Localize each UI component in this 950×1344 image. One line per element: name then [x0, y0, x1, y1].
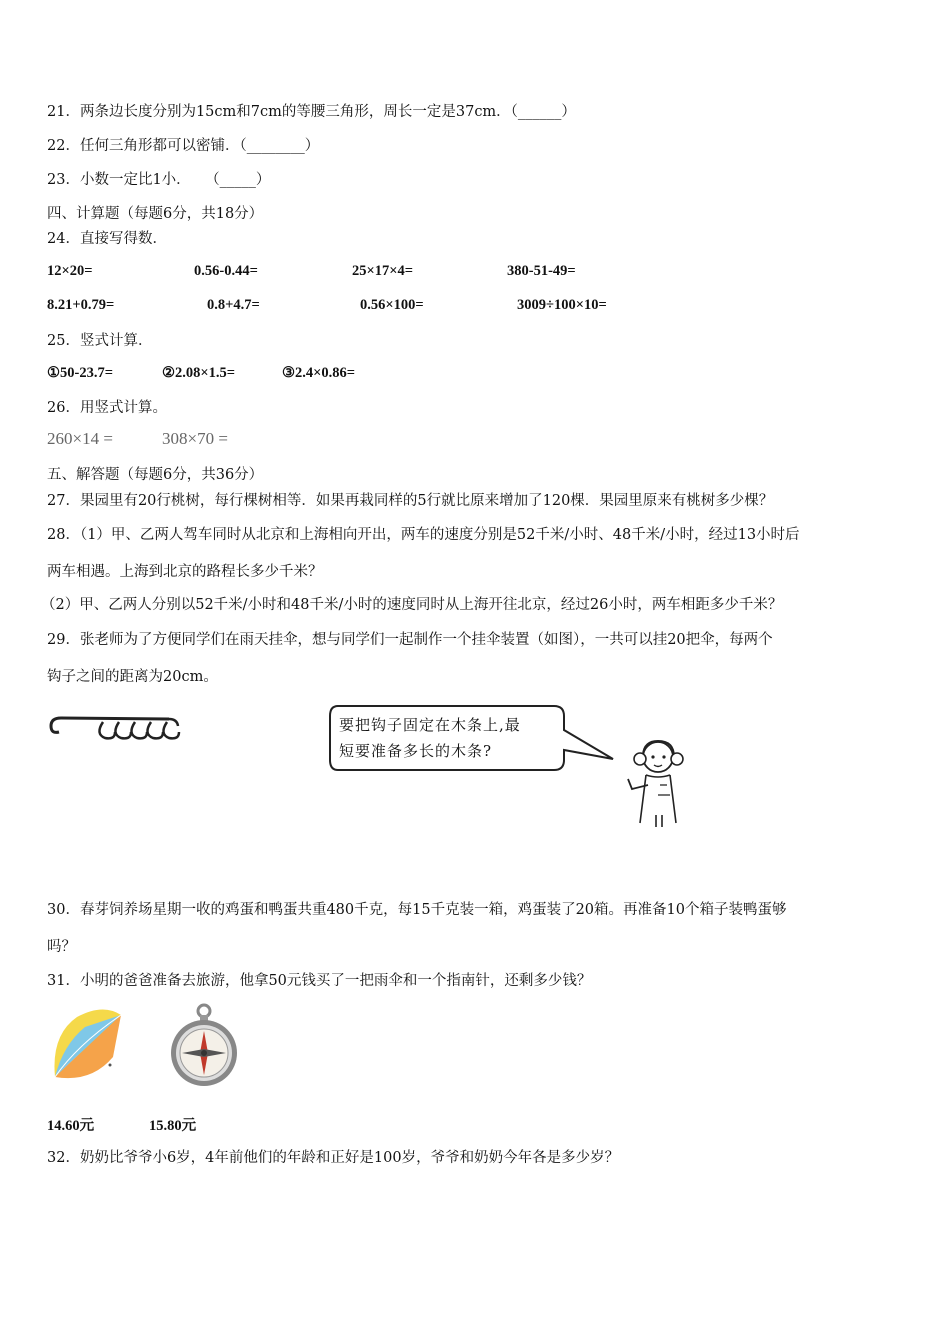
question-25: 25．竖式计算． [47, 333, 153, 349]
question-30-line-2: 吗？ [47, 939, 76, 955]
question-32: 32．奶奶比爷爷小6岁，4年前他们的年龄和正好是100岁，爷爷和奶奶今年各是多少岁？ [47, 1150, 620, 1166]
calc-item: 0.56×100= [360, 297, 424, 313]
question-21: 21．两条边长度分别为15cm和7cm的等腰三角形，周长一定是37cm．（______） [47, 104, 576, 120]
calc-item: 8.21+0.79= [47, 297, 115, 313]
calc-item: ③2.4×0.86= [282, 365, 356, 381]
compass-image [168, 1003, 240, 1089]
calc-item: 0.56-0.44= [194, 263, 258, 279]
question-30-line-1: 30．春芽饲养场星期一收的鸡蛋和鸭蛋共重480千克，每15千克装一箱，鸡蛋装了20箱。再准备10个箱子装鸭蛋够 [47, 902, 787, 918]
price-compass: 15.80元 [149, 1118, 197, 1134]
question-28-line-2: 两车相遇。上海到北京的路程长多少千米？ [47, 564, 323, 580]
question-29-line-1: 29．张老师为了方便同学们在雨天挂伞，想与同学们一起制作一个挂伞装置（如图），一共可以挂20把伞，每两个 [47, 632, 773, 648]
calc-item: ②2.08×1.5= [162, 365, 236, 381]
calc-item: 12×20= [47, 263, 93, 279]
question-23: 23．小数一定比1小． （_____） [47, 172, 271, 188]
girl-illustration [620, 735, 705, 827]
question-31: 31．小明的爸爸准备去旅游，他拿50元钱买了一把雨伞和一个指南针，还剩多少钱？ [47, 973, 592, 989]
speech-text-line-2: 短要准备多长的木条? [339, 742, 493, 760]
question-22: 22．任何三角形都可以密铺．（________） [47, 138, 320, 154]
calc-item: 308×70 = [162, 429, 228, 448]
speech-text-line-1: 要把钩子固定在木条上,最 [339, 716, 521, 734]
question-24: 24．直接写得数． [47, 231, 167, 247]
calc-item: 3009÷100×10= [517, 297, 607, 313]
question-29-line-2: 钩子之间的距离为20cm。 [47, 669, 218, 685]
question-27: 27．果园里有20行桃树，每行棵树相等．如果再栽同样的5行就比原来增加了120棵．果园里原来有桃树多少棵？ [47, 493, 774, 509]
section-4-title: 四、计算题（每题6分，共18分） [47, 206, 264, 222]
calc-item: ①50-23.7= [47, 365, 113, 381]
question-28-line-1: 28．（1）甲、乙两人驾车同时从北京和上海相向开出，两车的速度分别是52千米/小时、48千米/小时，经过13小时后 [47, 527, 800, 543]
hook-rack-figure [45, 710, 185, 750]
price-umbrella: 14.60元 [47, 1118, 95, 1134]
question-28-part-2: （2）甲、乙两人分别以52千米/小时和48千米/小时的速度同时从上海开往北京，经过26小时，两车相距多少千米？ [41, 597, 783, 613]
calc-item: 260×14 = [47, 429, 113, 448]
question-26: 26．用竖式计算。 [47, 400, 167, 416]
section-5-title: 五、解答题（每题6分，共36分） [47, 467, 264, 483]
umbrella-image [47, 1005, 127, 1085]
calc-item: 25×17×4= [352, 263, 414, 279]
calc-item: 380-51-49= [507, 263, 576, 279]
calc-item: 0.8+4.7= [207, 297, 260, 313]
